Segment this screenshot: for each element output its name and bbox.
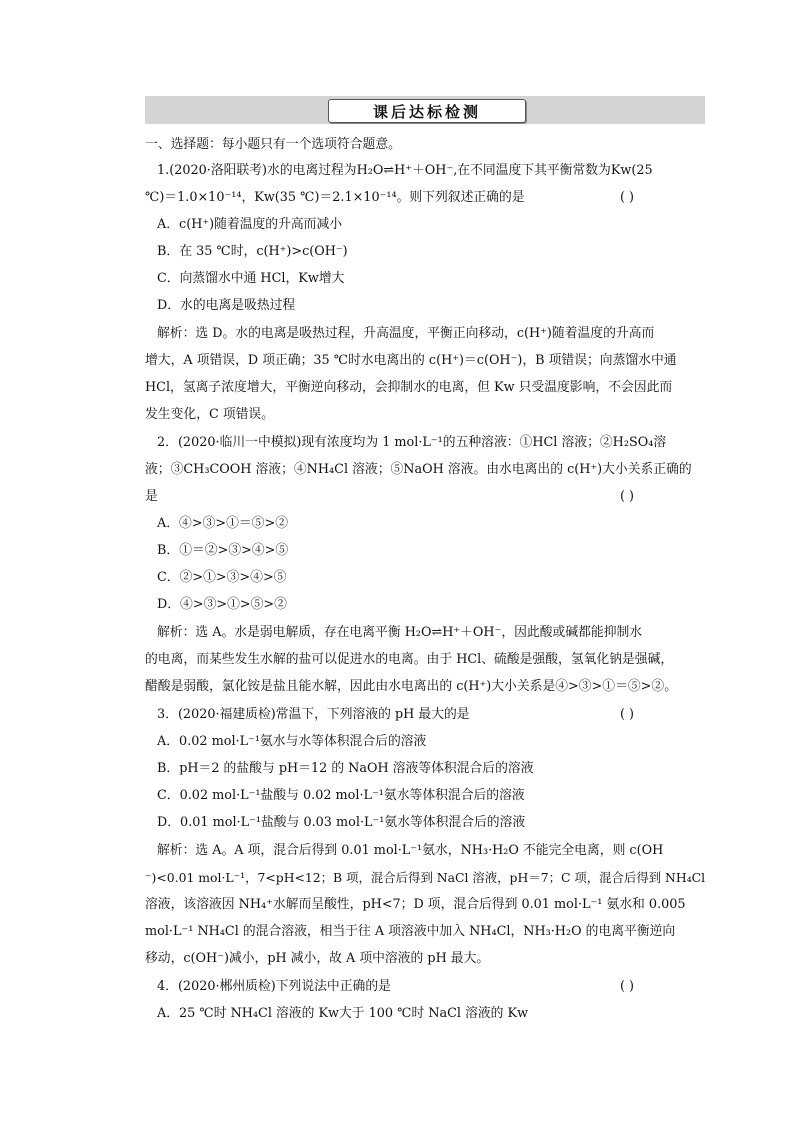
text-line: C．向蒸馏水中通 HCl，Kw增大 bbox=[157, 271, 345, 286]
text-line: 醋酸是弱酸，氯化铵是盐且能水解，因此由水电离出的 c(H⁺)大小关系是④>③>①＝⑤>②。 bbox=[145, 679, 677, 694]
text-line: C．②>①>③>④>⑤ bbox=[157, 570, 287, 585]
text-line: 增大，A 项错误，D 项正确；35 ℃时水电离出的 c(H⁺)＝c(OH⁻)，B 项错误；向蒸馏水中通 bbox=[145, 353, 677, 368]
text-line: HCl，氢离子浓度增大，平衡逆向移动，会抑制水的电离，但 Kw 只受温度影响，不会因此而 bbox=[145, 380, 673, 395]
section-heading: 一、选择题：每小题只有一个选项符合题意。 bbox=[145, 137, 401, 152]
text-line: A．0.02 mol·L⁻¹氨水与水等体积混合后的溶液 bbox=[157, 734, 427, 749]
text-line: ⁻)<0.01 mol·L⁻¹，7<pH<12；B 项，混合后得到 NaCl 溶液，pH＝7；C 项，混合后得到 NH₄Cl bbox=[145, 870, 706, 885]
answer-bracket: ( ) bbox=[620, 190, 635, 205]
text-line: 2．(2020·临川一中模拟)现有浓度均为 1 mol·L⁻¹的五种溶液：①HCl 溶液；②H₂SO₄溶 bbox=[157, 435, 667, 450]
text-line: 移动，c(OH⁻)减小，pH 减小，故 A 项中溶液的 pH 最大。 bbox=[145, 951, 490, 966]
text-line: mol·L⁻¹ NH₄Cl 的混合溶液，相当于往 A 项溶液中加入 NH₄Cl，NH₃·H₂O 的电离平衡逆向 bbox=[145, 924, 676, 939]
text-line: 液；③CH₃COOH 溶液；④NH₄Cl 溶液；⑤NaOH 溶液。由水电离出的 c(H⁺)大小关系正确的 bbox=[145, 462, 692, 477]
text-line: D．④>③>①>⑤>② bbox=[157, 597, 287, 612]
text-line: 解析：选 A。A 项，混合后得到 0.01 mol·L⁻¹氨水，NH₃·H₂O 不能完全电离，则 c(OH bbox=[157, 843, 664, 858]
text-line: 4．(2020·郴州质检)下列说法中正确的是 bbox=[157, 979, 391, 994]
text-line: A．④>③>①＝⑤>② bbox=[157, 516, 288, 531]
text-line: B．在 35 ℃时，c(H⁺)>c(OH⁻) bbox=[157, 244, 348, 259]
text-line: B．①＝②>③>④>⑤ bbox=[157, 543, 289, 558]
text-line: D．0.01 mol·L⁻¹盐酸与 0.03 mol·L⁻¹氨水等体积混合后的溶液 bbox=[157, 815, 526, 830]
answer-bracket: ( ) bbox=[620, 489, 635, 504]
text-line: ℃)＝1.0×10⁻¹⁴，Kw(35 ℃)＝2.1×10⁻¹⁴。则下列叙述正确的是 bbox=[145, 190, 525, 205]
text-line: 溶液，该溶液因 NH₄⁺水解而呈酸性，pH<7；D 项，混合后得到 0.01 mol·L⁻¹ 氨水和 0.005 bbox=[145, 897, 686, 912]
text-line: A．25 ℃时 NH₄Cl 溶液的 Kw大于 100 ℃时 NaCl 溶液的 Kw bbox=[157, 1006, 529, 1021]
text-line: B．pH＝2 的盐酸与 pH＝12 的 NaOH 溶液等体积混合后的溶液 bbox=[157, 761, 534, 776]
answer-bracket: ( ) bbox=[620, 979, 635, 994]
banner-title: 课后达标检测 bbox=[328, 99, 526, 123]
text-line: 发生变化，C 项错误。 bbox=[145, 407, 275, 422]
text-line: C．0.02 mol·L⁻¹盐酸与 0.02 mol·L⁻¹氨水等体积混合后的溶液 bbox=[157, 788, 525, 803]
text-line: 解析：选 A。水是弱电解质，存在电离平衡 H₂O⇌H⁺＋OH⁻，因此酸或碱都能抑制水 bbox=[157, 625, 643, 640]
text-line: 3．(2020·福建质检)常温下，下列溶液的 pH 最大的是 bbox=[157, 707, 470, 722]
text-line: 解析：选 D。水的电离是吸热过程，升高温度，平衡正向移动，c(H⁺)随着温度的升高而 bbox=[157, 326, 655, 341]
text-line: D．水的电离是吸热过程 bbox=[157, 298, 296, 313]
text-line: 1.(2020·洛阳联考)水的电离过程为H₂O⇌H⁺＋OH⁻,在不同温度下其平衡常数为Kw(25 bbox=[157, 163, 653, 178]
text-line: 的电离，而某些发生水解的盐可以促进水的电离。由于 HCl、硫酸是强酸，氢氧化钠是强碱， bbox=[145, 652, 674, 667]
text-line: A．c(H⁺)随着温度的升高而减小 bbox=[157, 217, 343, 232]
answer-bracket: ( ) bbox=[620, 707, 635, 722]
text-line: 是 bbox=[145, 489, 158, 504]
